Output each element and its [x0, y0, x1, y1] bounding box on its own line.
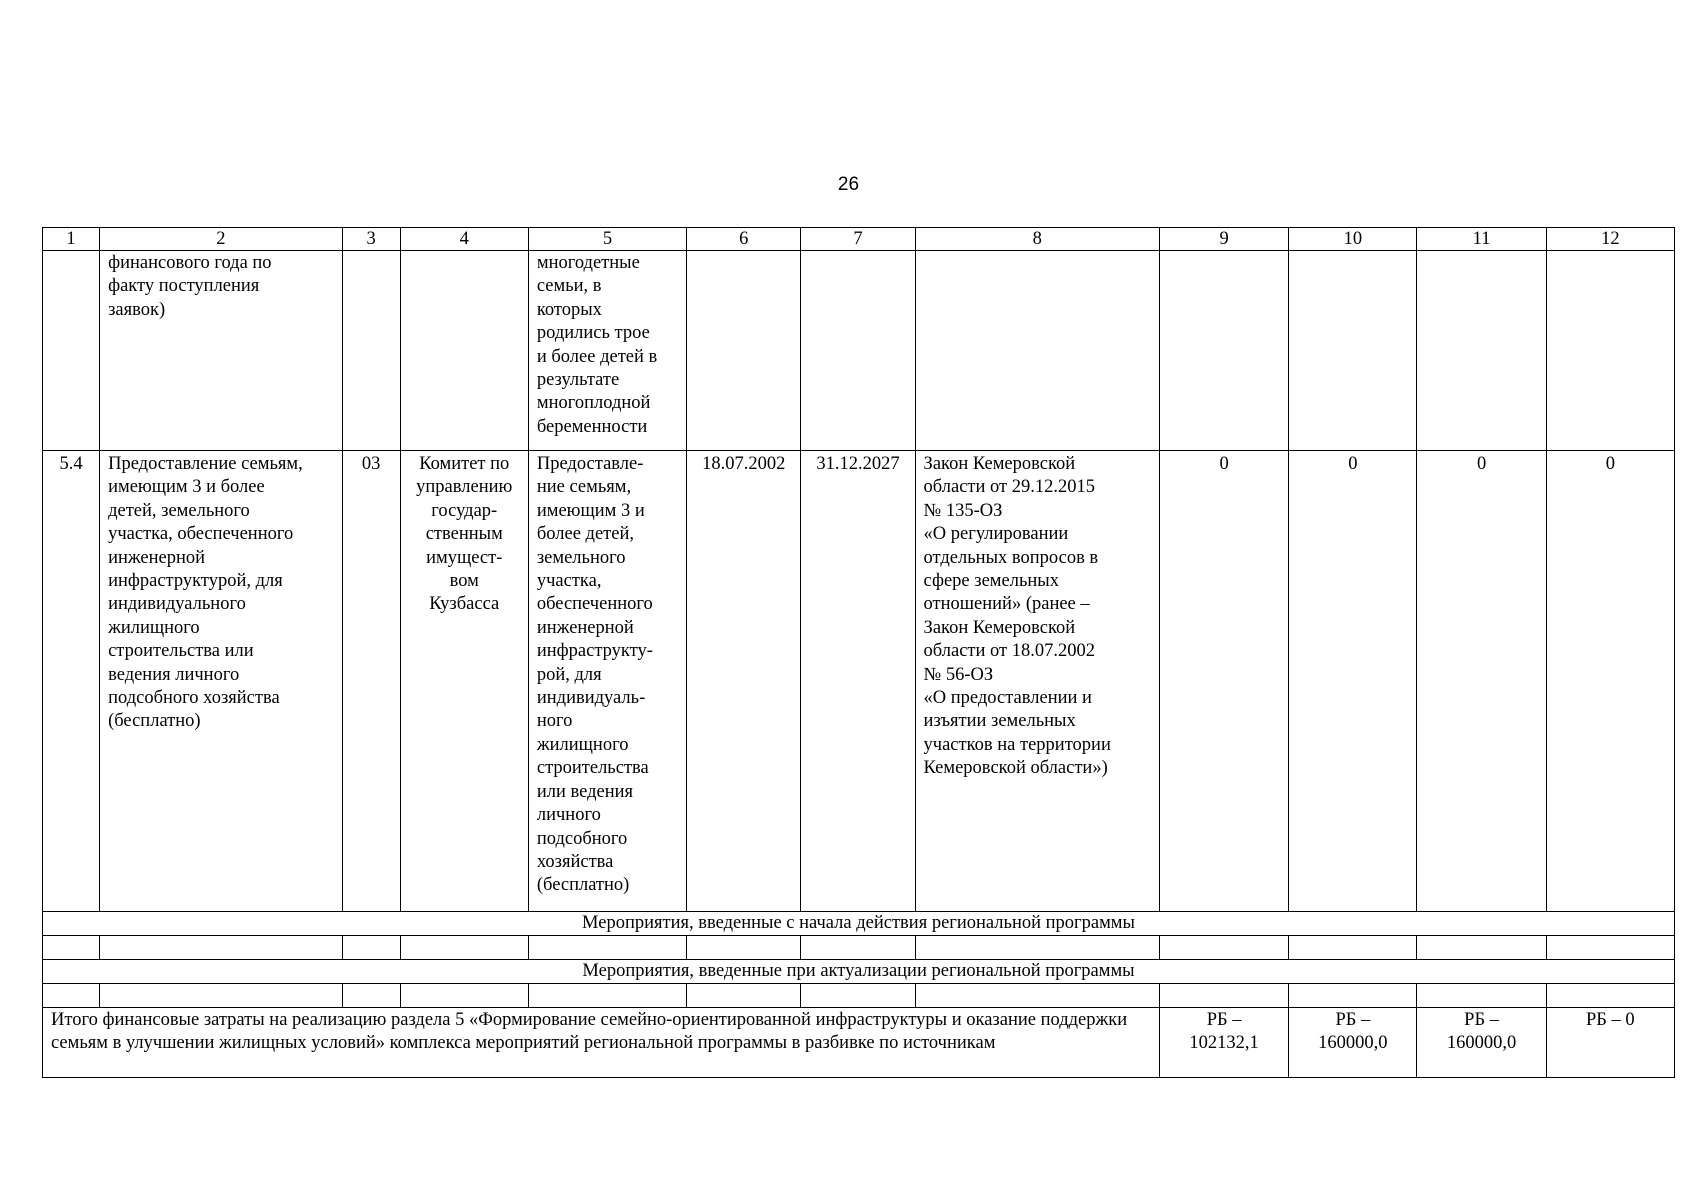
measure-end-date: 31.12.2027	[801, 451, 915, 912]
empty-row	[43, 936, 1675, 960]
column-number-header: 9	[1159, 228, 1288, 251]
cell-empty	[801, 984, 915, 1008]
cell-empty	[1159, 984, 1288, 1008]
column-number-header: 5	[528, 228, 686, 251]
cell-empty	[1417, 936, 1546, 960]
cell-empty	[100, 936, 342, 960]
cell-empty	[1159, 251, 1288, 451]
cell-empty	[1417, 984, 1546, 1008]
cell-empty	[342, 936, 400, 960]
total-label: Итого финансовые затраты на реализацию раздела 5 «Формирование семейно-ориентированной инфраструктуры и оказание поддержки семьям в улучшении жилищных условий» комплекса мероприятий региональной программы в разбивке по источникам	[43, 1008, 1160, 1078]
cell-empty	[43, 984, 100, 1008]
measure-funding-col9: 0	[1159, 451, 1288, 912]
cell-empty	[43, 936, 100, 960]
column-number-header: 11	[1417, 228, 1546, 251]
cell-empty	[687, 251, 801, 451]
measure-start-date: 18.07.2002	[687, 451, 801, 912]
cell-empty	[1417, 251, 1546, 451]
cell-empty	[1289, 984, 1417, 1008]
section-row-since-start	[43, 912, 1675, 936]
cell-empty	[528, 984, 686, 1008]
cell-empty	[1159, 936, 1288, 960]
column-number-header: 2	[100, 228, 342, 251]
measure-name: Предоставление семьям, имеющим 3 и более детей, земельного участка, обеспеченного инженерной инфраструктурой, для индивидуального жилищного строительства или ведения личного подсобного хозяйства (бесплатно)	[100, 451, 342, 912]
cell-empty	[1289, 251, 1417, 451]
cell-empty	[915, 936, 1159, 960]
cell-empty	[915, 984, 1159, 1008]
cell-empty	[1546, 936, 1674, 960]
measure-funding-col12: 0	[1546, 451, 1674, 912]
column-number-header: 3	[342, 228, 400, 251]
continuation-measure-name: финансового года по факту поступления заявок)	[100, 251, 342, 451]
cell-empty	[528, 936, 686, 960]
total-funding-col11: РБ – 160000,0	[1417, 1008, 1546, 1078]
cell-empty	[100, 984, 342, 1008]
column-number-header-row	[43, 228, 1675, 251]
program-measures-table	[42, 227, 1675, 1078]
continuation-description: многодетные семьи, в которых родились трое и более детей в результате многоплодной беременности	[528, 251, 686, 451]
cell-empty	[687, 936, 801, 960]
cell-empty	[1546, 251, 1674, 451]
cell-empty	[1546, 984, 1674, 1008]
total-funding-col12: РБ – 0	[1546, 1008, 1674, 1078]
section-row-on-update	[43, 960, 1675, 984]
measure-executor: Комитет по управлению государ- ственным имущест- вом Кузбасса	[400, 451, 528, 912]
total-funding-col10: РБ – 160000,0	[1289, 1008, 1417, 1078]
empty-row	[43, 984, 1675, 1008]
cell-empty	[801, 936, 915, 960]
column-number-header: 12	[1546, 228, 1674, 251]
cell-empty	[1289, 936, 1417, 960]
cell-empty	[400, 936, 528, 960]
column-number-header: 1	[43, 228, 100, 251]
cell-empty	[342, 984, 400, 1008]
cell-empty	[400, 251, 528, 451]
cell-empty	[400, 984, 528, 1008]
measure-description: Предоставле- ние семьям, имеющим 3 и более детей, земельного участка, обеспеченного инженерной инфраструкту- рой, для индивидуаль- ного жилищного строительства или ведения личного подсобного хозяйства (бесплатно)	[528, 451, 686, 912]
cell-empty	[687, 984, 801, 1008]
column-number-header: 8	[915, 228, 1159, 251]
continuation-row	[43, 251, 1675, 451]
column-number-header: 7	[801, 228, 915, 251]
table-row-5-4	[43, 451, 1675, 912]
column-number-header: 10	[1289, 228, 1417, 251]
section-title: Мероприятия, введенные при актуализации региональной программы	[43, 960, 1675, 984]
column-number-header: 4	[400, 228, 528, 251]
page-number: 26	[837, 174, 860, 195]
cell-empty	[342, 251, 400, 451]
measure-number: 5.4	[43, 451, 100, 912]
section-title: Мероприятия, введенные с начала действия региональной программы	[43, 912, 1675, 936]
measure-legal-basis: Закон Кемеровской области от 29.12.2015 № 135-ОЗ «О регулировании отдельных вопросов в сфере земельных отношений» (ранее – Закон Кемеровской области от 18.07.2002 № 56-ОЗ «О предоставлении и изъятии земельных участков на территории Кемеровской области»)	[915, 451, 1159, 912]
measure-funding-col10: 0	[1289, 451, 1417, 912]
cell-empty	[915, 251, 1159, 451]
measure-funding-col11: 0	[1417, 451, 1546, 912]
measure-code: 03	[342, 451, 400, 912]
cell-empty	[43, 251, 100, 451]
total-row	[43, 1008, 1675, 1078]
column-number-header: 6	[687, 228, 801, 251]
cell-empty	[801, 251, 915, 451]
total-funding-col9: РБ – 102132,1	[1159, 1008, 1288, 1078]
